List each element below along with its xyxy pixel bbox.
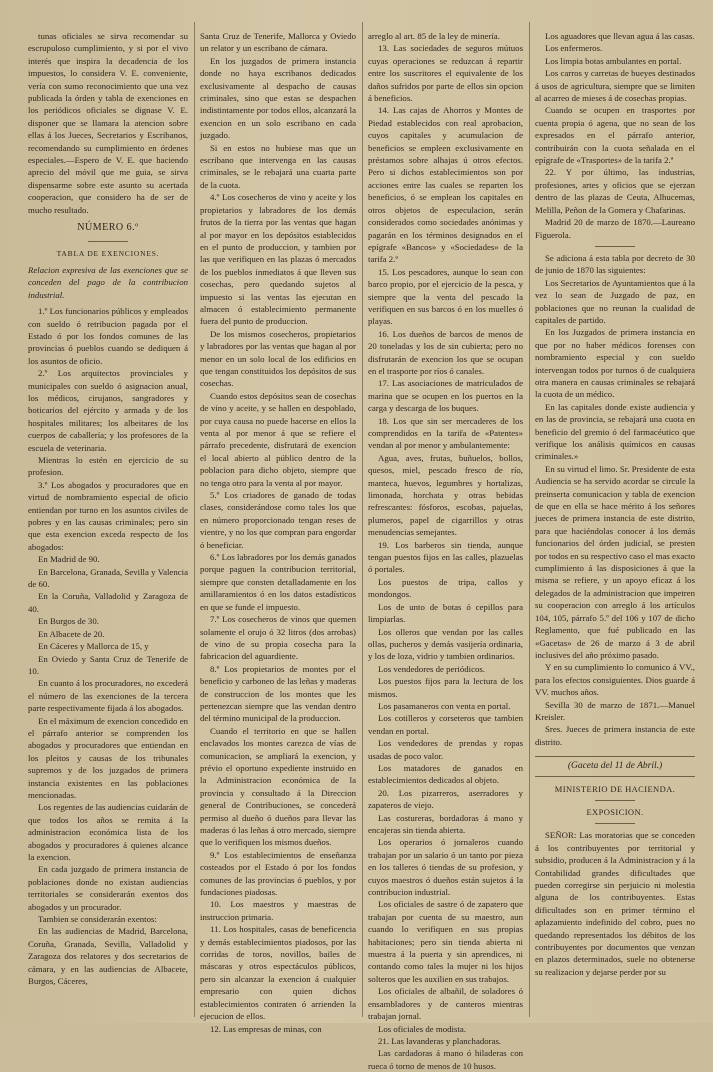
paragraph: 12. Las empresas de minas, con <box>210 1023 322 1034</box>
paragraph: Los aguadores que llevan agua á las casas. <box>545 31 695 41</box>
paragraph: Cuando se ocupen en trasportes por cuenta propia ó agena, que no sean de los expresados en el párrafo anterior, contribuirán con la cuota señalada en el epígrafe de «Trasportes» de la tarifa 2.ª <box>535 105 695 166</box>
paragraph: Los regentes de las audiencias cuidarán de que todos los años se remita á la administracion económica lista de los abogados y procuradores á quienes alcance la exencion. <box>28 802 188 862</box>
paragraph: 5.º Los criadores de ganado de todas clases, considerándose como tales los que en número proporcionado tengan reses de vientre, y no los que compran para engordar ó beneficiar. <box>200 490 356 550</box>
paragraph: En los Juzgados de primera instancia en que por no haber médicos forenses con nombramiento especial y con sueldo intervengan todos por turnos ó de cualquiera otra manera en causas criminales se rebajará la cuota de un médico. <box>535 327 695 400</box>
paragraph: Los carros y carretas de bueyes destinados á usos de agricultura, siempre que se limiten al acarreo de mieses á de cosechas propias. <box>535 68 695 104</box>
paragraph: Los oficiales de albañil, de soladores ó ensambladores y de canteros mientras trabajan jornal. <box>368 986 523 1022</box>
paragraph: Los oficiales de modista. <box>378 1023 466 1034</box>
paragraph: En Albacete de 20. <box>38 628 105 639</box>
paragraph: 13. Las sociedades de seguros mútuos cuyas operaciones se reduzcan á repartir entre los suscritores el equivalente de los daños sufridos por parte de ellos sin opcion á beneficios. <box>368 43 523 104</box>
paragraph: 16. Los dueños de barcos de menos de 20 toneladas y los de sin cubierta; pero no disfrutarán de exencion los que se ocupan en el trasporte por ríos ó canales. <box>368 328 523 376</box>
paragraph: En cuanto á los procuradores, no excederá el número de las exenciones de la tercera parte respectivamente fijada á los abogados. <box>28 678 188 714</box>
addressee: Sres. Jueces de primera instancia de este distrito. <box>535 724 695 747</box>
paragraph: Los oficiales de sastre ó de zapatero que trabajan por cuenta de su maestro, aun cuando lo verifiquen en sus propias habitaciones; pero sin tienda abierta ni muestra á la puerta y sin aprendices, ni contando como tales la mujer ni los hijos solteros que les auxilien en sus trabajos. <box>368 899 523 984</box>
paragraph: Los operarios ó jornaleros cuando trabajan por un salario ó un tanto por pieza en los talleres ó tiendas de su profesion, y cuyos maestros ó dueños están sujetos á la contribucion industrial. <box>368 837 523 898</box>
paragraph: Los de unto de botas ó cepillos para limpiarlas. <box>368 601 523 625</box>
column-divider <box>362 22 363 1017</box>
paragraph: En el máximum de exencion concedido en el párrafo anterior se comprenden los abogados y procuradores que entiendan en los pleitos y causas de los tribunales supremos y de los juzgados de primera instancia existentes en las poblaciones mencionadas. <box>28 715 188 800</box>
paragraph: Cuando el territorio en que se hallen enclavados los montes carezca de vías de comunicacion, se ampliará la exencion, y prévio el oportuno expediente instruido en la Administracion económica de la provincia y consultado á la Direccion general de Contribuciones, se concederá permiso al dueño ó dueños para llevar las maderas ó las leñas á otro mercado, siempre que lo verifiquen los mismos dueños. <box>200 725 356 848</box>
paragraph: Y en su cumplimiento lo comunico á VV., para los efectos consiguientes. Dios guarde á VV. muchos años. <box>535 662 695 698</box>
paragraph: De los mismos cosecheros, propietarios y labradores por las ventas que hagan al por menor en un solo local de los edificios en que tengan constituidos los depósitos de sus cosechas. <box>200 328 356 389</box>
paragraph: 1.º Los funcionarios públicos y empleados con sueldo ó retribucion pagada por el Estado ó por los fondos comunes de las provincias ó pueblos cuando se dediquen á los asuntos de oficio. <box>28 306 188 366</box>
paragraph: En Barcelona, Granada, Sevilla y Valencia de 60. <box>28 566 188 590</box>
ministry-heading: MINISTERIO DE HACIENDA. <box>554 783 676 794</box>
divider <box>88 241 128 242</box>
column-2 <box>200 30 356 1034</box>
exposicion-heading: EXPOSICION. <box>586 806 644 817</box>
paragraph: Cuando estos depósitos sean de cosechas de vino y aceite, y se hallen en despoblado, por cuya causa no puede hacerse en ellos la venta al por menor á que se refiere el párrafo precedente, disfrutará de exencion el local abierto al público dentro de la poblacion para dicho objeto, siempre que no tenga otro para la venta al por mayor. <box>200 390 356 488</box>
paragraph: Las cardadoras á mano ó hiladeras con rueca ó torno de menos de 10 husos. <box>368 1048 523 1071</box>
paragraph: Agua, aves, frutas, buñuelos, bollos, quesos, miel, pescado fresco de río, manteca, huevos, legumbres y hortalizas, limonada, horchata y otras bebidas refrescantes: fósforos, escobas, pajuelas, plumeros, papel de cigarrillos y otras menudencias semejantes. <box>368 452 523 538</box>
column-4 <box>535 30 695 1020</box>
paragraph: En las audiencias de Madrid, Barcelona, Coruña, Granada, Sevilla, Valladolid y Zaragoza dos relatores y dos secretarios de cámara, y en las audiencias de Albacete, Burgos, Cáceres, <box>28 926 188 987</box>
paragraph: 15. Los pescadores, aunque lo sean con barco propio, por el ejercicio de la pesca, y siempre que la venta del pescado la verifiquen en sus barcos ó en los muelles ó playas. <box>368 266 523 327</box>
paragraph: 10. Los maestros y maestras de instruccion primaria. <box>200 899 356 922</box>
paragraph: Los cotilleros y corseteros que tambien vendan en portal. <box>368 713 523 736</box>
paragraph: Los vendedores de periódicos. <box>378 663 485 674</box>
paragraph: 8.º Los propietarios de montes por el beneficio y carboneo de las leñas y maderas de construccion de los montes que les pertenezcan siempre que las vendan dentro del término municipal de la produccion. <box>200 663 356 724</box>
paragraph: En su virtud el limo. Sr. Presidente de esta Audiencia se ha servido acordar se circule la preinserta comunicacion y tabla de exencion de que en ella se hace mérito á los señores jueces de primera instancia de este distrito, para que haciéndolas conocer á los demás funcionarios del órden judicial, se presten por todos en su respectivo caso el mas exacto cumplimiento á las disposiciones á que la misma se refiere, y un apoyo eficaz á los delegados de la administracion que impetren su cooperacion con arreglo á los artículos 104, 105, párrafo 5.º del 106 y 107 de dicho Reglamento, que fué publicado en las «Gacetas» de 26 de marzo á 3 de abril inclusives del año próximo pasado. <box>535 463 695 660</box>
paragraph: 3.º Los abogados y procuradores que en virtud de nombramiento especial de oficio entiendan por turno en los asuntos civiles de pobres y en las causas criminales; pero sin que esta exencion exceda respecto de los abogados: <box>28 479 188 552</box>
paragraph: En los juzgados de primera instancia donde no haya escribanos dedicados exclusivamente al despacho de causas criminales, sino que estas se despachen indistintamente por todos ellos, alcanzará la exencion en un solo escribano en cada juzgado. <box>200 55 356 141</box>
paragraph: Los enfermeros. <box>545 43 603 54</box>
paragraph: 7.º Los cosecheros de vinos que quemen solamente el orujo ó 32 litros (dos arrobas) de vino de su propia cosecha para la fabricacion del aguardiente. <box>200 614 356 662</box>
paragraph: En las capitales donde existe audiencia y en las de provincia, se rebajará una cuota en beneficio del gremio ó del farmacéutico que verifique los análisis químicos en causas criminales.» <box>535 401 695 462</box>
paragraph: En Burgos de 30. <box>38 616 99 627</box>
paragraph: Las costureras, bordadoras á mano y encajeras sin tienda abierta. <box>368 812 523 835</box>
paragraph: 11. Los hospitales, casas de beneficencia y demás establecimientos piadosos, por las corridas de toros, novillos, bailes de máscaras y otros espectáculos públicos, pero sin alcanzar la exencion á cualquier empresario con quien dichos establecimientos contraten ó arrienden la ejecucion de ellos. <box>200 924 356 1022</box>
table-title: TABLA DE EXENCIONES. <box>56 248 160 258</box>
divider <box>595 800 635 801</box>
paragraph: 14. Las cajas de Ahorros y Montes de Piedad establecidos con real aprobacion, cuyos capitales y acumulacion de beneficios se empleen exclusivamente en préstamos sobre alhajas ú otros efectos. Pero si dichos establecimientos son por acciones entre las cuales se reparten los beneficios, ó se emplean los capitales en otros objetos de especulacion, serán considerados como sociedades anónimas y pagarán en los términos designados en el epígrafe «Bancos» y «Sociedades» de la tarifa 2.ª <box>368 105 523 265</box>
paragraph: 21. Las lavanderas y planchadoras. <box>378 1035 502 1046</box>
divider <box>595 246 635 247</box>
paragraph: Los puestos de tripa, callos y mondongos. <box>368 576 523 600</box>
paragraph: Los Secretarios de Ayuntamientos que á la vez lo sean de Juzgado de paz, en poblaciones que no reunan la cualidad de capitales de partido. <box>535 277 695 325</box>
paragraph: En cada juzgado de primera instancia de poblaciones donde no existan audiencias territoriales se considerarán exentos dos abogados y un procurador. <box>28 864 188 912</box>
paragraph: 17. Las asociaciones de matriculados de marina que se ocupen en los puertos en la carga y descarga de los buques. <box>368 378 523 414</box>
paragraph: Mientras lo estén en ejercicio de su profesion. <box>28 455 188 478</box>
paragraph: Los olleros que vendan por las calles ollas, pucheros y demás vasijería ordinaria, y los de loza, vidrio y tambien ordinarios. <box>368 626 523 662</box>
paragraph: 9.º Los establecimientos de enseñanza costeados por el Estado ó por los fondos comunes de las provincias ó pueblos, y por fundaciones piadosas. <box>200 849 356 898</box>
paragraph: 19. Los barberos sin tienda, aunque tengan puestos fijos en las calles, plazuelas ó portales. <box>368 539 523 575</box>
paragraph: En la Coruña, Valladolid y Zaragoza de 40. <box>28 591 188 614</box>
paragraph: 22. Y por último, las industrias, profesiones, artes y oficios que se ejerzan dentro de las plazas de Ceuta, Alhucemas, Melilla, Peñon de la Gomera y Chafarinas. <box>535 167 695 215</box>
signature: Sevilla 30 de marzo de 1871.—Manuel Kreisler. <box>535 699 695 722</box>
paragraph: 4.º Los cosecheros de vino y aceite y los propietarios y labradores de los demás frutos de la tierra por las ventas que hagan al por mayor en los depósitos establecidos en el punto de produccion, y tambien por las que verifiquen en las plazas ó mercados de los pueblos inmediatos á que lleven sus cosechas, pero quedando sujetos al impuesto si las ventas las ejecutan en almacen ó establecimiento permanente fuera del punto de produccion. <box>200 192 356 327</box>
paragraph: 20. Los pizarreros, aserradores y zapateros de viejo. <box>368 787 523 811</box>
paragraph: En Cáceres y Mallorca de 15, y <box>38 641 149 652</box>
gaceta-citation: (Gaceta del 11 de Abril.) <box>535 756 695 776</box>
paragraph: Se adiciona á esta tabla por decreto de 30 de junio de 1870 las siguientes: <box>535 252 695 276</box>
paragraph: Los limpia botas ambulantes en portal. <box>545 55 682 66</box>
paragraph: Los pasamaneros con venta en portal. <box>378 700 511 711</box>
paragraph: 2.º Los arquitectos provinciales y municipales con sueldo ó asignacion anual, los médicos, cirujanos, sangradores y boticarios del ejército y armada y de los hospitales militares; los albeitares de los cuerpos de caballería; y los profesores de la escuela de veterinaria. <box>28 368 188 453</box>
paragraph: Santa Cruz de Tenerife, Mallorca y Oviedo un relator y un escribano de cámara. <box>200 31 356 54</box>
paragraph: En Oviedo y Santa Cruz de Tenerife de 10. <box>28 653 188 676</box>
section-heading: NÚMERO 6.º <box>77 222 139 234</box>
paragraph: SEÑOR: Las moratorias que se conceden á los contribuyentes por territorial y subsidio, producen á la Administracion y á la Contabilidad grandes dificultades que pueden corregirse sin perjuicio ni molestia alguna de los contribuyentes. Estas dificultades son en primer término el aplazamiento indefinido del cobro, pues no quedando representados los débitos de los contribuyentes por documentos que venzan en plazos determinados, suele no obtenerse su realizacion y dejarse perder por su <box>535 830 695 977</box>
paragraph: Si en estos no hubiese mas que un escribano que intervenga en las causas criminales, se le rebajará una cuarta parte de la cuota. <box>200 142 356 190</box>
paragraph: tunas oficiales se sirva recomendar su escrupuloso cumplimiento, y si por el vivo interés que inspira la decadencia de los impuestos, lo considera V. E. conveniente, vería con sumo reconocimiento que una vez publicada la órden y tabla de exenciones en los periódicos oficiales se dignase V. E. disponer que se llamara la atencion sobre ellas á los Jueces, Secretarios y Escribanos, recomendando su cumplimiento en órdenes especiales.—Espero de V. E. que haciendo aprecio del móvil que me guia, se sirva dispensarme sobre este asunto su acertada cooperacion, que considero ha de ser de mucho resultado. <box>28 31 188 215</box>
paragraph: 6.º Los labradores por los demás ganados porque paguen la contribucion territorial, siempre que consten detalladamente en los amillaramientos ó en los datos estadísticos en que se funde el impuesto. <box>200 552 356 612</box>
paragraph: Los vendedores de prendas y ropas usadas de poco valor. <box>368 738 523 761</box>
signature: Madrid 20 de marzo de 1870.—Laureano Figuerola. <box>535 217 695 240</box>
column-1 <box>28 30 188 1020</box>
paragraph: Tambien se considerarán exentos: <box>38 914 157 925</box>
column-3 <box>368 30 523 1071</box>
divider <box>595 823 635 824</box>
paragraph: Los puestos fijos para la lectura de los mismos. <box>368 676 523 699</box>
paragraph: Los matadores de ganados en establecimientos dedicados al objeto. <box>368 762 523 786</box>
column-divider <box>194 22 195 1017</box>
paragraph: arreglo al art. 85 de la ley de minería. <box>368 31 500 41</box>
paragraph: 18. Los que sin ser mercaderes de los comprendidos en la tarifa de «Patentes» vendan al por menor y ambulantemente: <box>368 415 523 451</box>
column-divider <box>529 22 530 1017</box>
paragraph: En Madrid de 90. <box>38 554 100 565</box>
relacion-subtitle: Relacion expresiva de las exenciones que se conceden del pago de la contribucion industrial. <box>28 264 188 300</box>
